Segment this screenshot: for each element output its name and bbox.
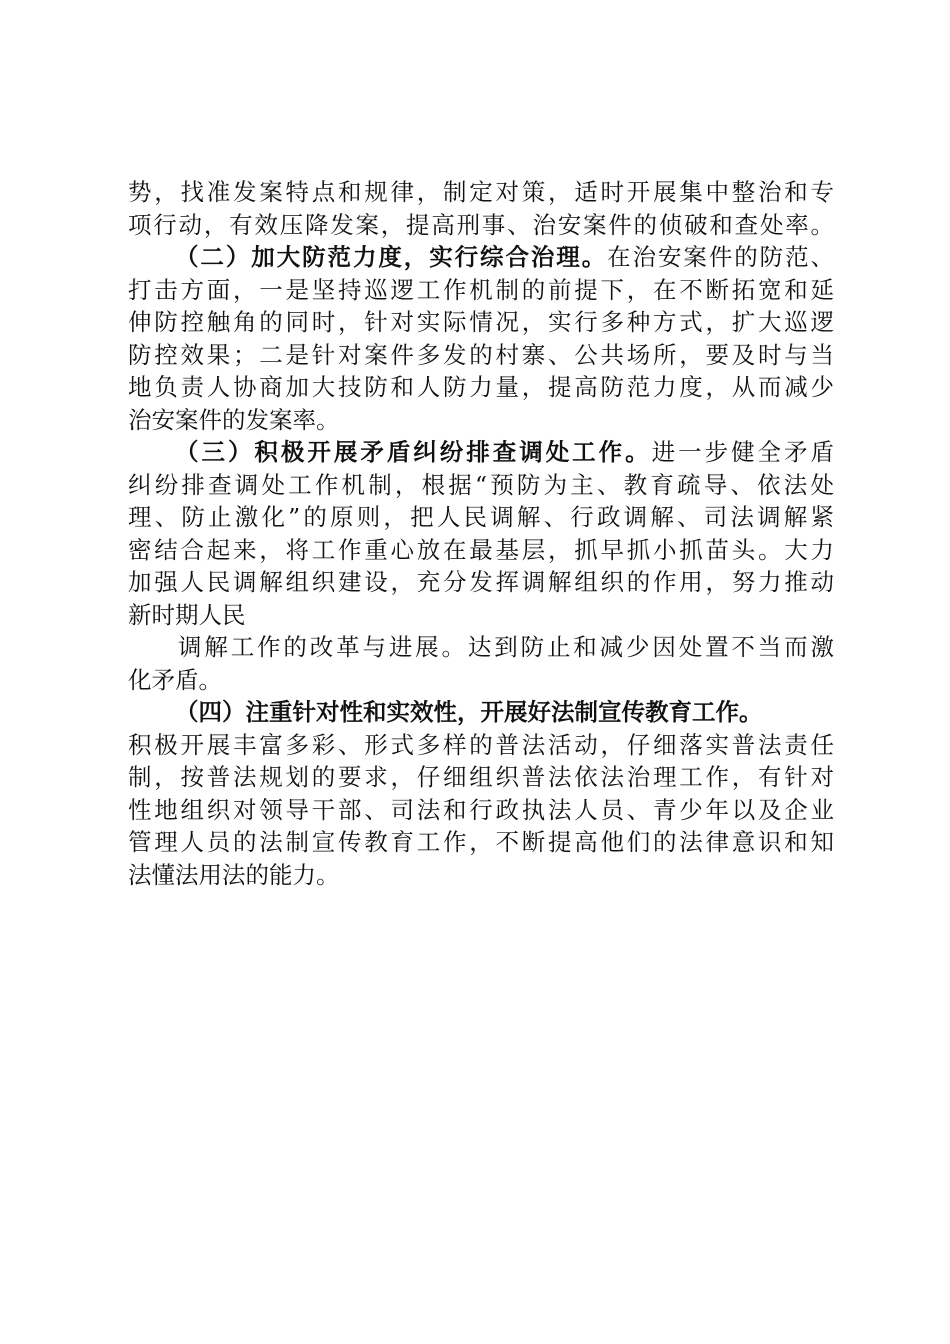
section-heading-line [128,436,834,469]
line-text: 打击方面，一是坚持巡逻工作机制的前提下，在不断拓宽和延 [128,275,834,304]
paragraph-line [128,339,834,372]
section-heading-2: （二）加大防范力度，实行综合治理。 [175,243,608,271]
line-text: 法懂法用法的能力。 [128,860,340,889]
line-text: 管理人员的法制宣传教育工作，不断提高他们的法律意识和知 [128,828,834,856]
line-text: 纠纷排查调处工作机制，根据“预防为主、教育疏导、依法处 [128,470,834,499]
paragraph-line [128,176,834,209]
line-text: 在治安案件的防范、 [607,243,835,271]
paragraph-line [128,761,834,794]
line-text: 新时期人民 [128,600,246,629]
paragraph-line [128,404,834,437]
paragraph-line [128,566,834,599]
line-text: 密结合起来，将工作重心放在最基层，抓早抓小抓苗头。大力 [128,535,834,564]
line-text: 理、防止激化”的原则，把人民调解、行政调解、司法调解紧 [128,503,834,531]
paragraph-line [128,306,834,339]
line-text: 防控效果；二是针对案件多发的村寨、公共场所，要及时与当 [128,340,834,369]
paragraph-line [128,371,834,404]
paragraph-line [128,534,834,567]
line-text: 治安案件的发案率。 [128,405,340,434]
paragraph-line [128,826,834,859]
paragraph-line [128,729,834,762]
section-heading-4: （四）注重针对性和实效性，开展好法制宣传教育工作。 [175,698,763,726]
section-heading-3: （三）积极开展矛盾纠纷排查调处工作。 [175,438,652,466]
paragraph-line [128,274,834,307]
line-text: 地负责人协商加大技防和人防力量，提高防范力度，从而减少 [128,373,834,401]
paragraph-line [128,599,834,632]
line-text: 伸防控触角的同时，针对实际情况，实行多种方式，扩大巡逻 [128,308,834,336]
paragraph-line [128,501,834,534]
paragraph-line [128,794,834,827]
line-text: 进一步健全矛盾 [651,438,834,466]
paragraph-line [128,631,834,664]
line-text: 化矛盾。 [128,665,222,694]
paragraph-line [128,859,834,892]
line-text: 制，按普法规划的要求，仔细组织普法依法治理工作，有针对 [128,763,834,791]
line-text: 调解工作的改革与进展。达到防止和减少因处置不当而激 [178,633,834,661]
paragraph-line [128,209,834,242]
line-text: 势，找准发案特点和规律，制定对策，适时开展集中整治和专 [128,178,834,206]
line-text: 积极开展丰富多彩、形式多样的普法活动，仔细落实普法责任 [128,730,834,759]
line-text: 性地组织对领导干部、司法和行政执法人员、青少年以及企业 [128,795,834,824]
document-body [128,176,834,891]
section-heading-line [128,696,834,729]
line-text: 加强人民调解组织建设，充分发挥调解组织的作用，努力推动 [128,568,834,596]
paragraph-line [128,469,834,502]
paragraph-line [128,664,834,697]
line-text: 项行动，有效压降发案，提高刑事、治安案件的侦破和查处率。 [128,210,834,239]
section-heading-line [128,241,834,274]
